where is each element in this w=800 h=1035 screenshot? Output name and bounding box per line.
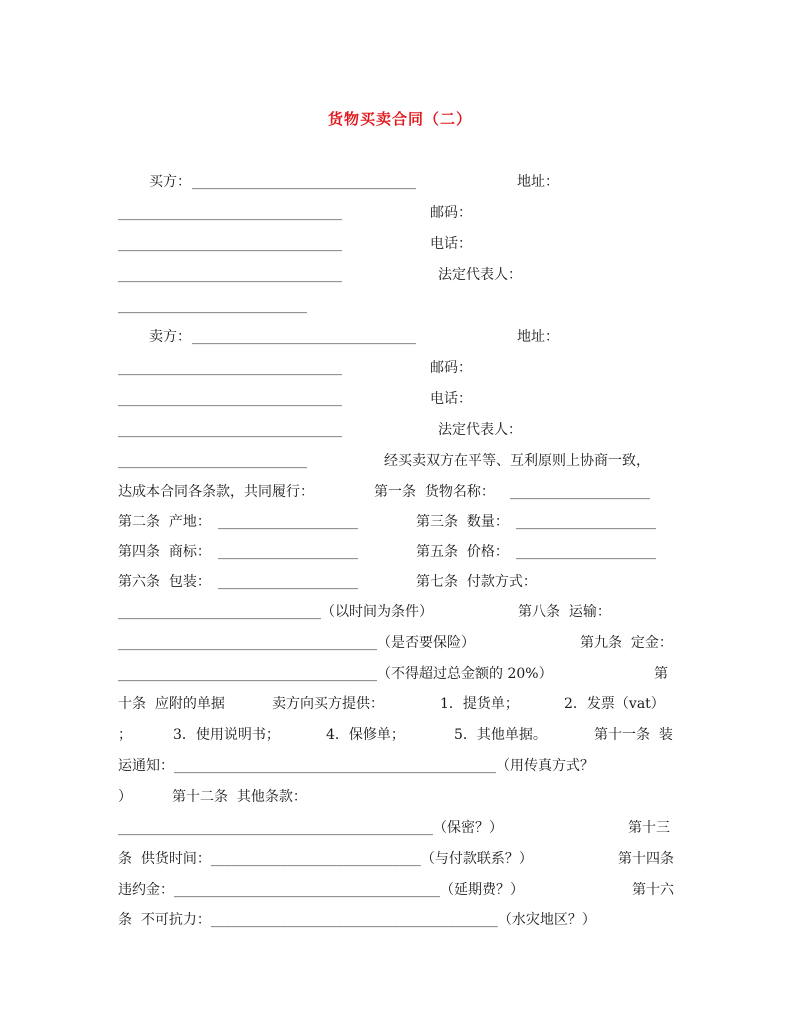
contract-text: ________________________________ [118, 236, 342, 252]
contract-text: ________________________________ [118, 360, 342, 376]
contract-text: 第十二条 其他条款： [172, 789, 307, 805]
contract-text: 第八条 运输： [518, 604, 611, 620]
contract-text: 违约金：______________________________________（延期费？） [118, 882, 524, 898]
contract-text: ________________________________ [192, 329, 416, 345]
contract-text: 法定代表人： [438, 422, 522, 438]
contract-text: 第十六 [632, 882, 674, 898]
contract-line [118, 847, 698, 871]
contract-line [118, 631, 698, 655]
contract-text: _____________________________________________（保密？） [118, 820, 503, 836]
contract-text: 经买卖双方在平等、互利原则上协商一致， [384, 453, 650, 469]
contract-text: 第十四条 [618, 851, 674, 867]
contract-text: _____________________________________（是否要保险） [118, 635, 475, 651]
contract-text: 第六条 包装： [118, 574, 211, 590]
contract-text: ） [118, 789, 132, 805]
contract-line [118, 170, 698, 194]
contract-line [118, 570, 698, 594]
contract-text: 第一条 货物名称： [374, 484, 495, 500]
contract-text: 第 [654, 666, 668, 682]
contract-text: ________________________________ [118, 391, 342, 407]
contract-line [118, 754, 698, 778]
contract-text: 第七条 付款方式： [416, 574, 537, 590]
contract-text: 条 不可抗力：_________________________________________（水灾地区？） [118, 912, 596, 928]
contract-text: ___________________________ [118, 298, 307, 314]
contract-line [118, 480, 698, 504]
contract-text: 电话： [430, 391, 472, 407]
contract-line [118, 201, 698, 225]
contract-line [118, 294, 698, 318]
contract-line [118, 449, 698, 473]
contract-text: ____________________ [516, 544, 656, 560]
contract-line [118, 908, 698, 932]
contract-text: 第十三 [628, 820, 670, 836]
contract-text: 第四条 商标： [118, 544, 211, 560]
contract-text: ________________________________ [192, 174, 416, 190]
contract-text: 买方： [149, 174, 191, 190]
contract-text: 条 供货时间：______________________________（与付款联系？） [118, 851, 533, 867]
contract-line [118, 232, 698, 256]
contract-line [118, 692, 698, 716]
contract-line [118, 325, 698, 349]
contract-text: 邮码： [430, 205, 472, 221]
contract-line [118, 785, 698, 809]
contract-text: 电话： [430, 236, 472, 252]
contract-text: _____________________________________（不得超过总金额的 20%） [118, 666, 553, 682]
contract-text: 法定代表人： [438, 267, 522, 283]
contract-line [118, 600, 698, 624]
contract-text: 邮码： [430, 360, 472, 376]
contract-text: ____________________ [510, 484, 650, 500]
contract-text: 地址： [517, 174, 559, 190]
contract-text: 十条 应附的单据 [118, 696, 225, 712]
contract-text: _____________________________（以时间为条件） [118, 604, 433, 620]
contract-text: 3．使用说明书； [173, 727, 280, 743]
contract-line [118, 418, 698, 442]
contract-text: ； [118, 727, 132, 743]
contract-text: ________________________________ [118, 267, 342, 283]
contract-text: ____________________ [218, 574, 358, 590]
contract-line [118, 510, 698, 534]
contract-text: 运通知：______________________________________________（用传真方式？ [118, 758, 594, 774]
contract-line [118, 878, 698, 902]
contract-text: 5．其他单据。 [454, 727, 547, 743]
contract-text: 1．提货单； [440, 696, 519, 712]
contract-line [118, 540, 698, 564]
contract-line [118, 356, 698, 380]
contract-text: ________________________________ [118, 205, 342, 221]
contract-line [118, 723, 698, 747]
contract-line [118, 662, 698, 686]
contract-line [118, 387, 698, 411]
contract-text: 第三条 数量： [416, 514, 509, 530]
contract-text: 达成本合同各条款，共同履行： [118, 484, 314, 500]
contract-text: 第二条 产地： [118, 514, 211, 530]
contract-text: 第九条 定金： [580, 635, 673, 651]
contract-text: 卖方： [149, 329, 191, 345]
contract-text: ____________________ [218, 514, 358, 530]
contract-text: 地址： [517, 329, 559, 345]
contract-text: 第五条 价格： [416, 544, 509, 560]
contract-text: 4．保修单； [326, 727, 405, 743]
contract-text: 第十一条 装 [594, 727, 673, 743]
contract-text: ____________________ [516, 514, 656, 530]
contract-line [118, 263, 698, 287]
contract-text: ____________________ [218, 544, 358, 560]
contract-text: ________________________________ [118, 422, 342, 438]
contract-text: 2．发票（vat） [564, 696, 665, 712]
contract-text: 卖方向买方提供： [272, 696, 384, 712]
contract-line [118, 816, 698, 840]
document-title: 货物买卖合同（二） [327, 110, 472, 128]
contract-text: ___________________________ [118, 453, 307, 469]
